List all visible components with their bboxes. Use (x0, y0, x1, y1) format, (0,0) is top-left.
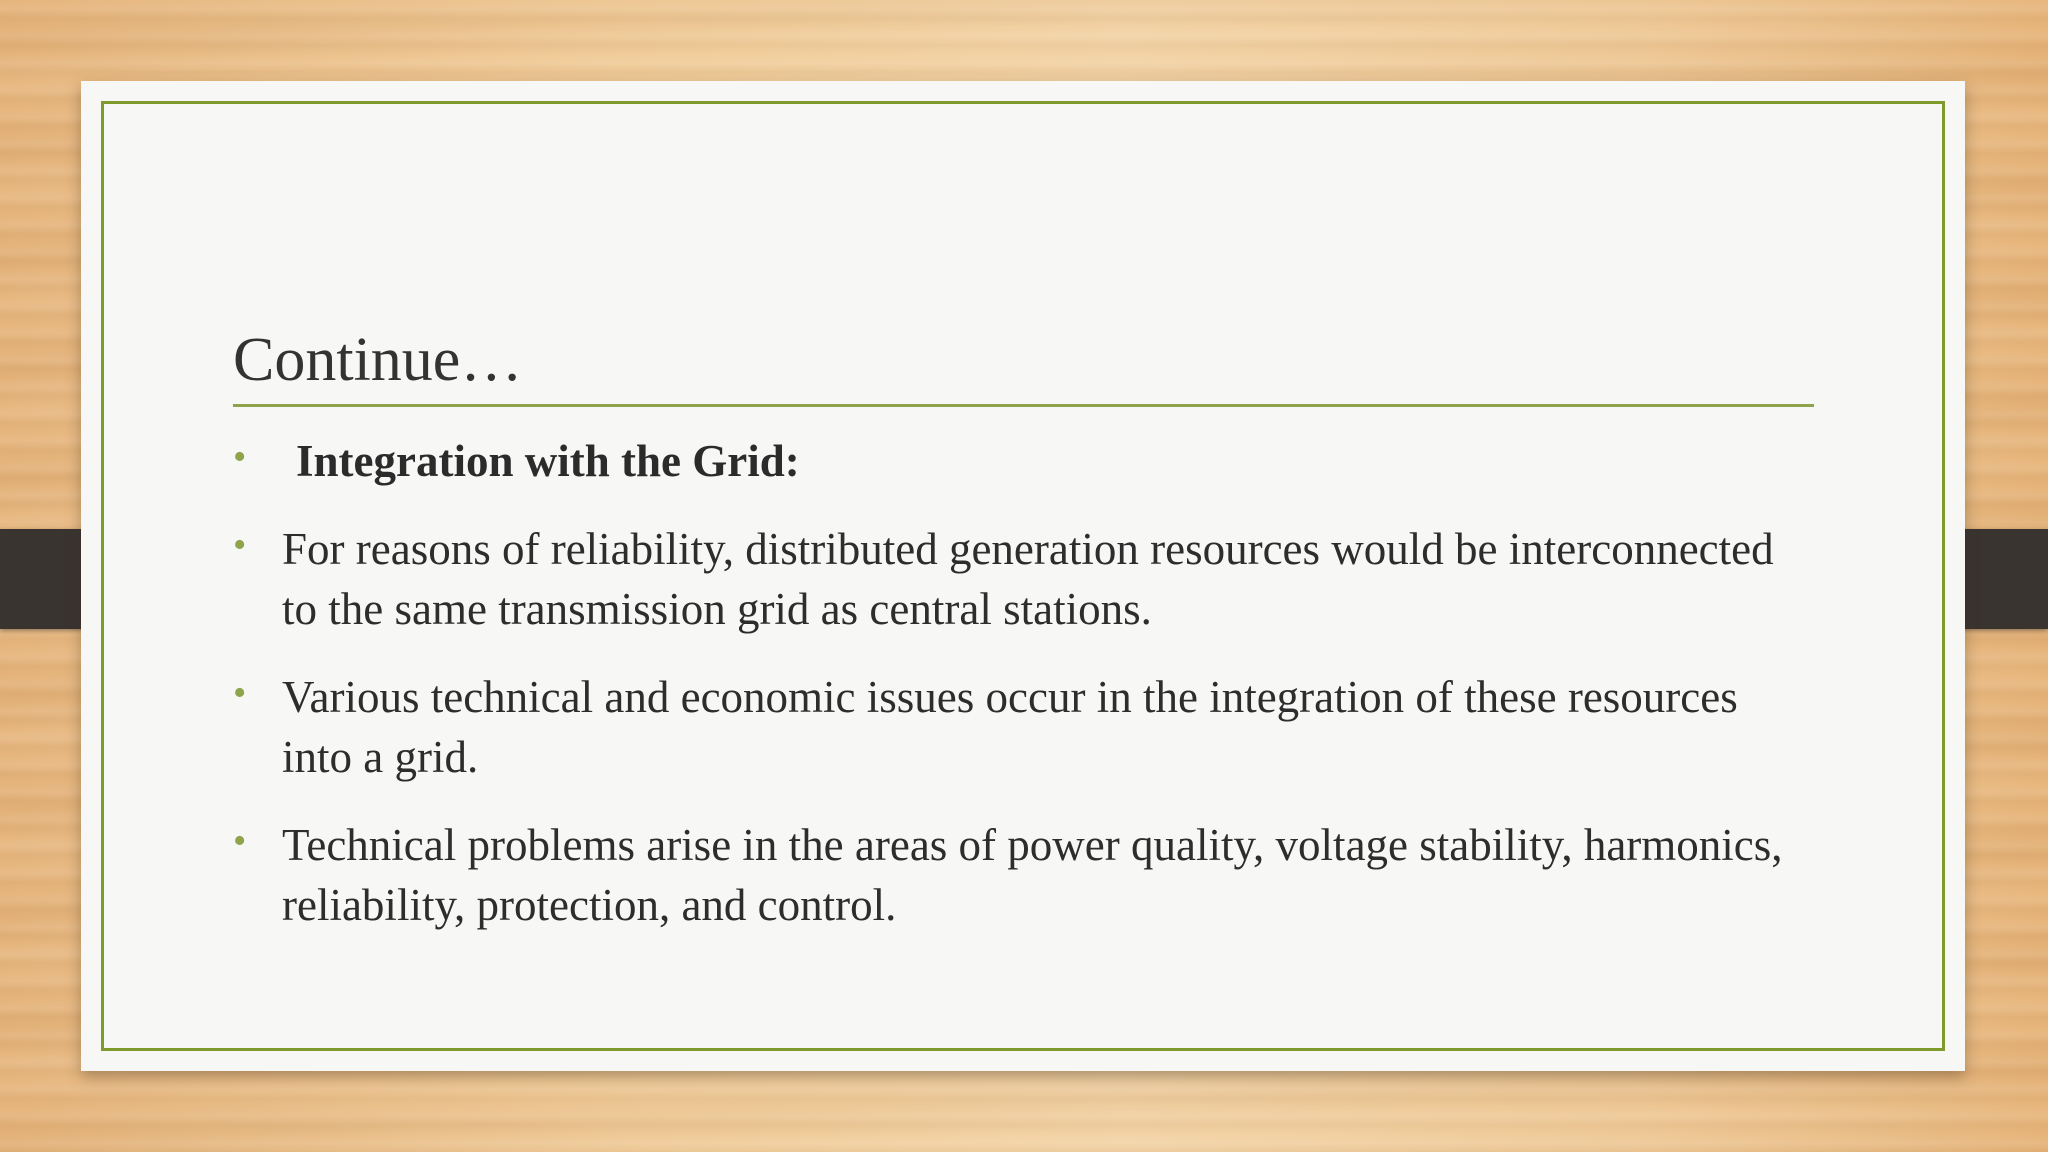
bullet-text: For reasons of reliability, distributed generation resources would be interconnected to the same transmission grid as central stations. (282, 524, 1774, 634)
bullet-dot-icon: • (233, 524, 247, 566)
bullet-dot-icon: • (233, 820, 247, 862)
bullet-item-reliability (233, 519, 1793, 639)
bullet-item-heading (233, 431, 1793, 491)
slide-card (81, 81, 1965, 1071)
bullet-list (233, 431, 1793, 963)
bullet-item-technical-problems (233, 815, 1793, 935)
bullet-text: Integration with the Grid: (296, 436, 800, 486)
bullet-item-issues (233, 667, 1793, 787)
bullet-text: Technical problems arise in the areas of power quality, voltage stability, harmonics, reliability, protection, and control. (282, 820, 1783, 930)
bullet-text: Various technical and economic issues occur in the integration of these resources into a grid. (282, 672, 1738, 782)
title-underline (233, 404, 1814, 407)
bullet-dot-icon: • (233, 672, 247, 714)
bullet-dot-icon: • (233, 436, 247, 478)
slide-title: Continue… (233, 326, 523, 394)
